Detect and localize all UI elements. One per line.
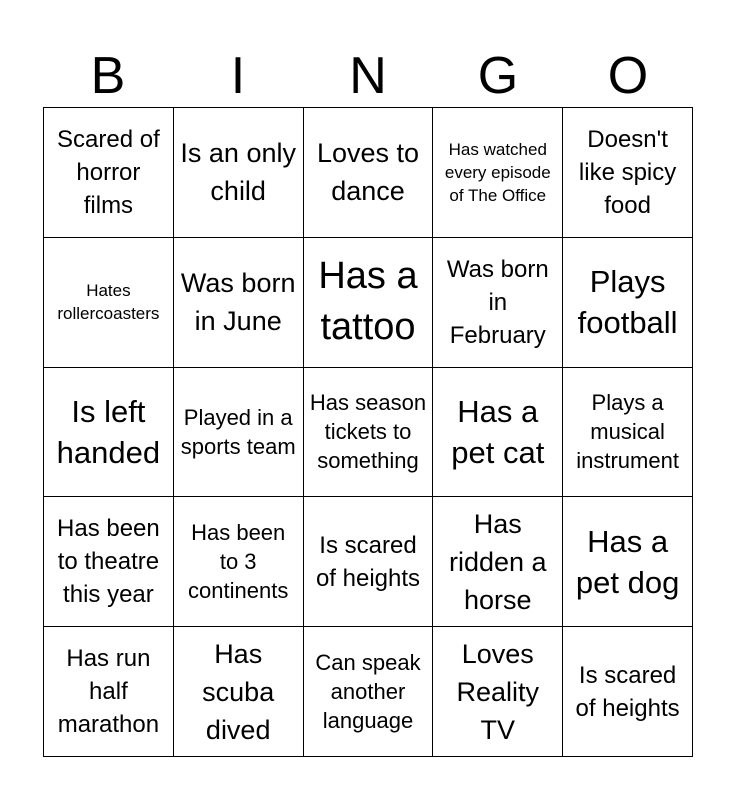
cell-text: Hates rollercoasters bbox=[57, 281, 160, 324]
bingo-cell[interactable] bbox=[304, 497, 434, 627]
cell-text: Doesn't like spicy food bbox=[578, 125, 677, 219]
cell-text: Can speak another language bbox=[315, 650, 421, 734]
cell-text: Is scared of heights bbox=[315, 531, 421, 592]
bingo-cell[interactable] bbox=[174, 497, 304, 627]
cell-text: Has watched every episode of The Office bbox=[444, 139, 551, 205]
bingo-cell[interactable] bbox=[563, 108, 693, 238]
bingo-cell[interactable] bbox=[304, 368, 434, 498]
cell-text: Scared of horror films bbox=[57, 125, 160, 219]
bingo-cell[interactable] bbox=[304, 108, 434, 238]
bingo-cell[interactable] bbox=[44, 368, 174, 498]
header-letter-n: N bbox=[349, 47, 387, 105]
cell-text: Has a tattoo bbox=[318, 255, 418, 349]
cell-text: Has scuba dived bbox=[202, 638, 275, 745]
header-letter-o: O bbox=[607, 47, 649, 105]
cell-text: Has season tickets to something bbox=[309, 390, 427, 474]
bingo-cell[interactable] bbox=[433, 238, 563, 368]
cell-text: Has ridden a horse bbox=[449, 508, 547, 615]
bingo-cell[interactable] bbox=[433, 627, 563, 757]
cell-text: Played in a sports team bbox=[180, 404, 296, 459]
cell-text: Was born in June bbox=[180, 268, 296, 337]
bingo-cell[interactable] bbox=[44, 238, 174, 368]
cell-text: Loves Reality TV bbox=[456, 638, 540, 745]
cell-text: Plays a musical instrument bbox=[576, 390, 679, 474]
cell-text: Has been to 3 continents bbox=[188, 520, 289, 604]
header-letter-b: B bbox=[90, 47, 126, 105]
bingo-cell[interactable] bbox=[433, 497, 563, 627]
bingo-cell[interactable] bbox=[563, 368, 693, 498]
bingo-cell[interactable] bbox=[563, 238, 693, 368]
bingo-cell[interactable] bbox=[174, 108, 304, 238]
cell-text: Loves to dance bbox=[316, 138, 420, 207]
cell-text: Has a pet cat bbox=[451, 393, 545, 470]
cell-text: Plays football bbox=[577, 264, 678, 341]
bingo-cell[interactable] bbox=[174, 368, 304, 498]
bingo-cell[interactable] bbox=[174, 627, 304, 757]
cell-text: Has run half marathon bbox=[57, 645, 160, 739]
bingo-cell[interactable] bbox=[44, 108, 174, 238]
bingo-cell[interactable] bbox=[44, 627, 174, 757]
cell-text: Has been to theatre this year bbox=[57, 515, 160, 609]
cell-text: Is scared of heights bbox=[575, 661, 680, 722]
bingo-cell[interactable] bbox=[563, 627, 693, 757]
cell-text: Is an only child bbox=[180, 138, 296, 207]
cell-text: Was born in February bbox=[446, 255, 549, 349]
header-letter-g: G bbox=[477, 47, 519, 105]
cell-text: Has a pet dog bbox=[575, 523, 680, 600]
bingo-cell[interactable] bbox=[304, 238, 434, 368]
bingo-cell[interactable] bbox=[304, 627, 434, 757]
bingo-cell[interactable] bbox=[44, 497, 174, 627]
bingo-cell[interactable] bbox=[563, 497, 693, 627]
bingo-header bbox=[43, 44, 693, 108]
cell-text: Is left handed bbox=[56, 393, 161, 470]
bingo-cell[interactable] bbox=[433, 108, 563, 238]
bingo-cell[interactable] bbox=[174, 238, 304, 368]
bingo-grid bbox=[43, 107, 693, 757]
bingo-cell[interactable] bbox=[433, 368, 563, 498]
header-letter-i: I bbox=[230, 47, 246, 105]
